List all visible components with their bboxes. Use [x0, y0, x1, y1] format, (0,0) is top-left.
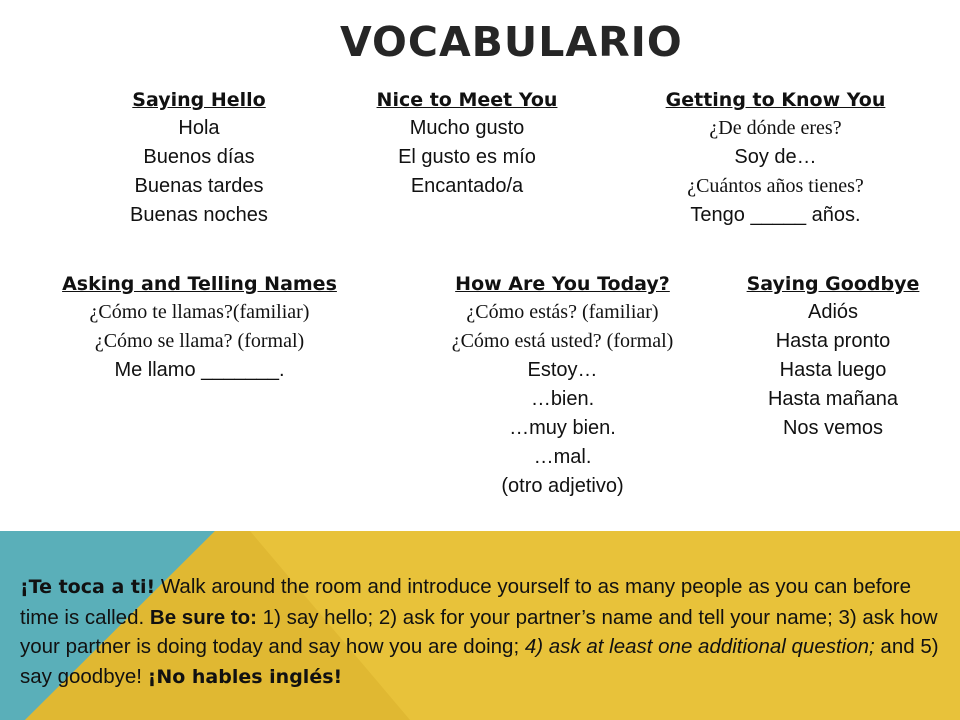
vocab-line: Hasta luego [779, 359, 887, 381]
section-saying-goodbye [722, 270, 944, 443]
vocab-line: Buenas tardes [134, 175, 264, 197]
section-asking-names [22, 270, 377, 385]
section-heading: Getting to Know You [665, 89, 886, 111]
vocab-line: Hasta mañana [767, 388, 899, 410]
task-closing: ¡No hables inglés! [147, 665, 343, 688]
section-heading: Nice to Meet You [376, 89, 558, 111]
vocab-line: Adiós [807, 301, 859, 323]
vocab-line: ¿Cuántos años tienes? [687, 175, 864, 197]
vocab-line: Mucho gusto [409, 117, 525, 139]
vocab-line: …mal. [533, 446, 592, 468]
vocab-line: Encantado/a [410, 175, 524, 197]
vocab-line: Nos vemos [782, 417, 884, 439]
vocab-line: Buenas noches [130, 204, 268, 226]
section-heading: Saying Hello [132, 89, 266, 111]
vocab-line: Buenos días [143, 146, 255, 168]
task-be-sure: Be sure to: [149, 605, 257, 629]
section-heading: How Are You Today? [455, 273, 670, 295]
section-nice-to-meet-you [350, 86, 584, 201]
section-getting-to-know-you [633, 86, 918, 230]
vocab-line: Estoy… [527, 359, 598, 381]
section-heading: Saying Goodbye [746, 273, 920, 295]
section-heading: Asking and Telling Names [62, 273, 337, 295]
vocab-line: Tengo _____ años. [690, 204, 861, 226]
task-lead: ¡Te toca a ti! [20, 576, 156, 598]
page-title: VOCABULARIO [340, 18, 683, 66]
task-text-3: and 5) say goodbye! [20, 635, 939, 688]
vocab-line: ¿Cómo está usted? (formal) [451, 330, 674, 352]
vocab-line: ¿De dónde eres? [709, 117, 842, 139]
vocab-line: ¿Cómo estás? (familiar) [466, 301, 659, 323]
vocab-line: El gusto es mío [398, 146, 536, 168]
task-italic: 4) ask at least one additional question; [524, 635, 875, 658]
vocab-line: …muy bien. [509, 417, 616, 439]
vocab-line: …bien. [530, 388, 595, 410]
vocab-line: (otro adjetivo) [501, 475, 624, 497]
vocab-line: Hasta pronto [775, 330, 891, 352]
task-instructions [20, 572, 945, 692]
section-how-are-you [410, 270, 715, 501]
task-text-2: 1) say hello; 2) ask for your partner’s name and tell your name; 3) ask how your partner is doing today and say how you are doing; [20, 605, 938, 658]
section-saying-hello [108, 86, 290, 230]
task-text-1: Walk around the room and introduce yourself to as many people as you can before time is called. [20, 575, 912, 629]
vocab-line: ¿Cómo te llamas?(familiar) [89, 301, 310, 323]
vocab-line: ¿Cómo se llama? (formal) [94, 330, 305, 352]
vocab-line: Me llamo _______. [114, 359, 285, 381]
vocab-line: Hola [178, 117, 220, 139]
vocab-line: Soy de… [734, 146, 817, 168]
